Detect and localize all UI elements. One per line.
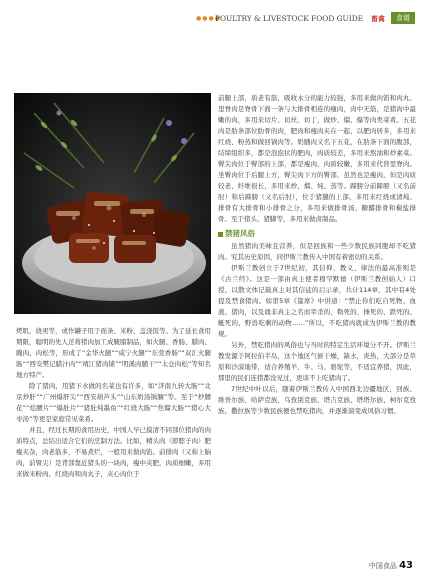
page-number: 43 [399, 560, 413, 571]
food-photo-illustration [14, 93, 211, 314]
section-label: 畜禽 [371, 15, 385, 23]
paragraph: 伊斯兰教创立于7世纪初，其信仰、教义、律法的最高准则是《古兰经》。这是一部由真主使者穆罕默德（伊斯兰教创始人）口授，以散文体记载真主对其信徒的启示录，共计114章，其中有4处提及禁食猪肉。如第5章《筵席》中讲道：“禁止你们吃自死物、血液、猪肉，以及诵非真主之名而宰杀的、勒死的、捶死的、跌死的、觝死的、野兽吃剩的动物……”所以，不吃猪肉就成为伊斯兰教的教规。 [218, 264, 416, 338]
paragraph: 除了猪肉，用猪下水做的名菜也有许多，如“济南九转大肠”“北京炒肝”“广州爆肝尖”“西安葫芦头”“山东奶汤锅腩”等。至于“炒腰花”“烩腰片”“爆肚片”“猪肚炖墨鱼”“红烧大肠”“焦熘大肠”“猪心大枣汤”等更是家庭常见菜肴。 [16, 382, 211, 423]
paragraph: 并且，经过长期的食用历史，中国人早已摸清不同部位猪肉的肉质特点，总结出适合它们的烹制方法。比如，精头肉（即脖子肉）肥瘦夹杂，肉老筋多，不易煮烂，一般用来做肉馅。前排肉（又称上脑肉，前臂尖）是背部靠近猪头的一块肉，瘦中夹肥，肉质细嫩，多用来做米粉肉、红烧肉和肉丸子，夹心肉位于 [16, 426, 211, 478]
subheading-text: 禁猪风俗 [225, 229, 255, 238]
paragraph: 7世纪中叶以后，随着伊斯兰教传入中国西北边疆地区，回族、维吾尔族、哈萨克族、乌孜别克族、塔吉克族、塔塔尔族、柯尔克孜族、撒拉族等少数民族便也禁吃猪肉，并逐渐演变成风俗习惯。 [218, 385, 416, 415]
paragraph: 虽然猪肉美味且营养，但是回族和一些少数民族同胞却不吃猪肉。究其历史原因，同伊斯兰教传入中国有着密切的关系。 [218, 242, 416, 261]
square-bullet-icon [218, 232, 223, 237]
right-column [218, 93, 416, 417]
paragraph: 烤肌，烧卖等，或作罐子用于面条、米粉、盖浇饭等。为了延长食用期限，聪明的先人还将猪肉加工成腌腊制品，如火腿、香肠、腊肉、腌肉、肉松等，形成了“金华火腿”“咸宁火腿”“东莞香肠”“双汇火腿肠”“西安樊记腊汁肉”“靖江猪肉铺”“明溪肉脯干”“太仓肉松”等知名地方特产。 [16, 327, 211, 379]
page-header [0, 14, 427, 28]
subheading [218, 228, 416, 239]
braised-pork-photo [14, 93, 211, 314]
left-column [16, 326, 211, 480]
paragraph: 前腿上部，质老有筋，吸收水分的能力较强，多用来做肉馅和肉丸。里脊肉是脊骨下面一条与大排骨相连的瘦肉，肉中无筋，是猪肉中最嫩的肉，多用来切片、切丝、切丁，做炒、熘、爆等肉类菜肴。五花肉是肋条部位肋骨的肉，肥肉和瘦肉夹在一起，以肥肉居多，多用来红烧、粉蒸和做回锅肉等。奶脯肉又名下五花，在肋条下面的腹部，结缔组织多，都是泡泡状的肥肉，肉质较差，多用来熬油和炒素菜。臀尖肉位于臀部的上部，都是瘦肉，肉质较嫩，多用来代替里脊肉。坐臀肉位于后腿上方，臀尖肉下方的臀部，虽然也是瘦肉，但是肉质较老、纤维很长，多用来炒、熘、炖、蒸等。蹄膀分前蹄膀（又名前肘）和后蹄膀（又名后肘），位于猪腿的上部，多用来红烧或清炖。排骨有大排骨和小排骨之分，多用来做排骨汤、糖醋排骨和椒盐排骨。至于猪头、猪脚等，多用来做卤制品。 [218, 94, 416, 223]
paragraph: 另外，禁吃猪肉的风俗也与当时的特定生活环境分不开。伊斯兰教发源于阿拉伯半岛，这个地区气候干燥，缺水，炎热，大部分是草原和沙漠地带，适合养殖羊、牛、马、骆驼等，不适宜养猪，因此，那里的民们连猪都没见过，更谈不上吃猪肉了。 [218, 341, 416, 382]
page-footer [369, 560, 413, 571]
section-badge: 食谱 [391, 12, 415, 24]
header-dots: ●●●● [196, 15, 221, 22]
magazine-title: POULTRY & LIVESTOCK FOOD GUIDE [215, 14, 364, 23]
footer-magazine-name: 中国食品 [368, 562, 397, 570]
